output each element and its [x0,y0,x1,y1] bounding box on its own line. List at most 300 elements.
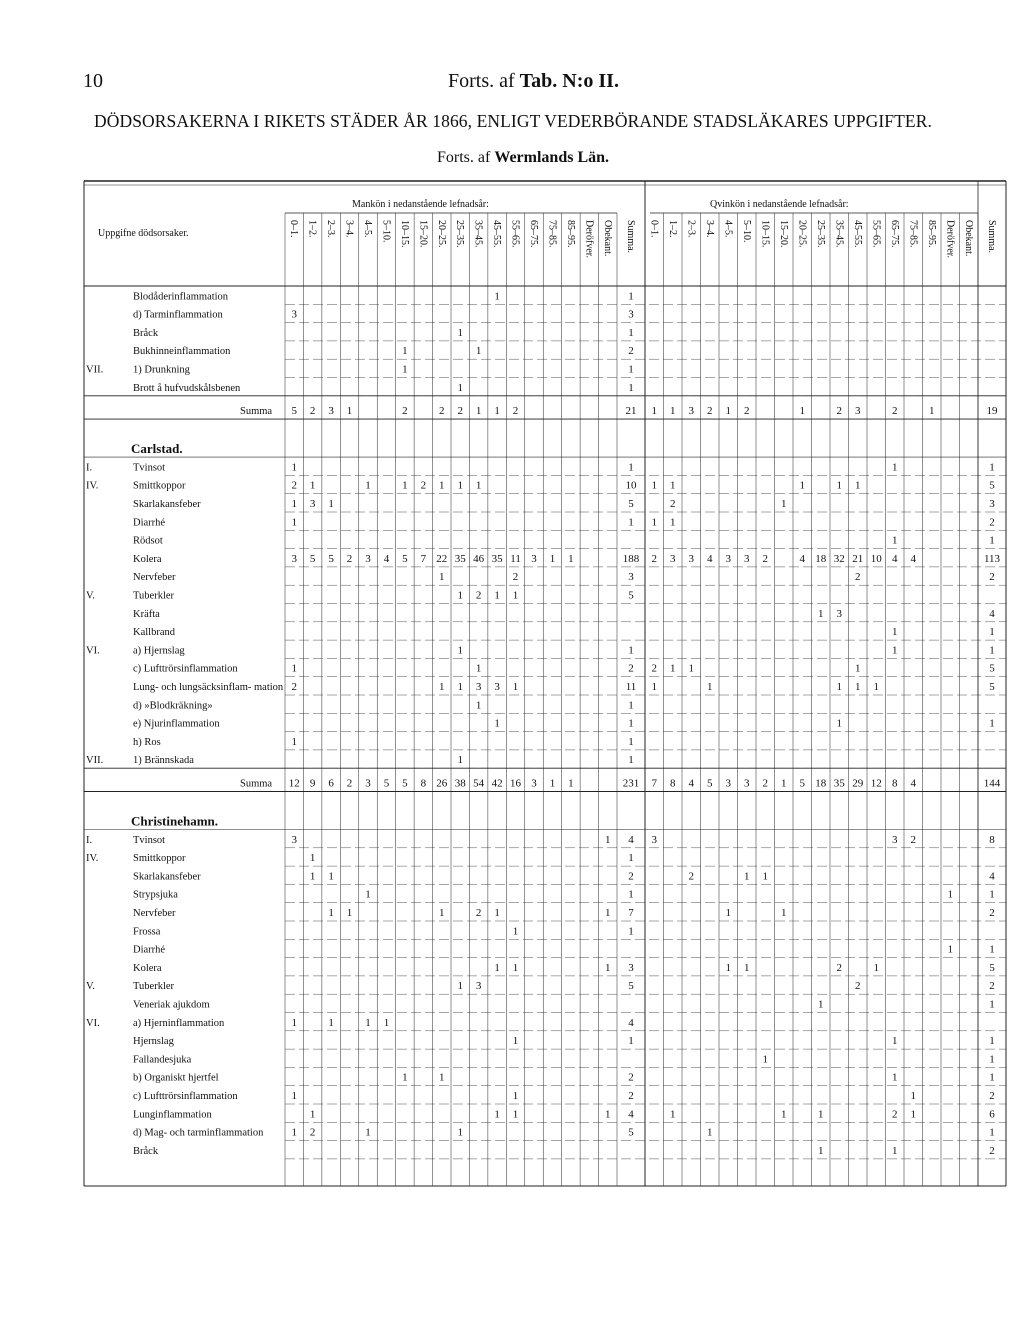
female-cell: 2 [744,405,750,418]
male-cell: 1 [605,1108,611,1121]
female-cell: 1 [947,943,953,956]
male-cell: 12 [288,777,300,790]
male-sum-header: Summa. [625,220,636,254]
female-sum-cell: 5 [989,681,995,693]
male-cell: 3 [475,681,482,693]
female-cell: 3 [651,833,657,846]
female-cell: 1 [651,479,657,492]
male-cell: 5 [291,405,297,418]
male-cell: 1 [439,907,445,919]
page-title: DÖDSORSAKERNA I RIKETS STÄDER ÅR 1866, ENLIGT VEDERBÖRANDE STADSLÄKARES UPPGIFTER. [94,111,932,131]
female-sum-cell: 113 [983,552,1001,565]
row-label-header: Uppgifne dödsorsaker. [98,228,189,239]
male-sum-cell: 5 [628,980,634,993]
male-cell: 8 [420,777,427,790]
female-cell: 1 [725,961,731,974]
female-cell: 7 [651,777,657,790]
male-age-header: 45–55. [491,220,503,248]
male-sum-cell: 11 [625,681,637,693]
female-sum-cell: 1 [989,998,995,1011]
female-sum-cell: 1 [989,534,995,547]
female-sum-cell: 1 [989,1053,995,1066]
male-cell: 1 [605,961,611,974]
male-sum-cell: 4 [628,1108,634,1121]
data-row-label: Hjernslag [133,1036,174,1048]
male-cell: 16 [510,777,522,790]
data-row-label: e) Njurinflammation [133,718,220,730]
data-row-label: Kolera [133,553,162,565]
female-cell: 8 [892,777,898,790]
male-cell: 4 [383,552,390,565]
male-age-header: 35–45. [472,220,484,248]
female-sum-cell: 8 [989,833,995,846]
female-cell: 3 [855,405,861,418]
male-cell: 2 [439,405,445,418]
female-sum-cell: 1 [989,1071,995,1084]
male-cell: 1 [494,1108,500,1121]
data-row-label: Frossa [133,926,161,938]
female-cell: 35 [833,777,845,790]
male-cell: 1 [457,1126,463,1139]
data-row-label: Skarlakansfeber [133,499,201,510]
male-sum-cell: 1 [628,888,634,901]
male-cell: 1 [309,852,316,865]
male-cell: 54 [473,777,485,790]
male-cell: 2 [457,405,463,418]
female-cell: 1 [818,607,824,620]
female-cell: 1 [836,717,842,730]
row-class: VII. [86,364,104,376]
male-age-header: 0–1. [288,220,300,238]
female-cell: 1 [818,1144,824,1157]
female-cell: 2 [762,552,768,565]
female-age-header: Obekant. [962,220,974,257]
female-cell: 1 [892,626,898,639]
female-cell: 32 [833,552,845,565]
female-cell: 1 [762,870,768,883]
female-cell: 1 [892,644,898,657]
male-cell: 2 [346,777,353,790]
male-age-header: 85–95. [564,220,576,248]
data-row-label: Tuberkler [133,590,175,602]
male-cell: 1 [309,870,316,883]
female-age-header: 55–65. [870,220,882,248]
female-cell: 1 [670,662,676,675]
female-age-header: 3–4. [703,220,715,238]
data-row-label: Nervfeber [133,908,176,919]
female-age-header: 15–20. [777,220,789,248]
male-cell: 1 [291,1016,297,1029]
female-cell: 1 [910,1090,916,1102]
male-cell: 5 [402,552,408,565]
data-row-label: a) Hjerninflammation [133,1017,225,1029]
male-sum-cell: 5 [628,498,634,510]
female-sum-cell: 19 [986,405,998,418]
female-cell: 1 [892,1071,898,1084]
male-sum-cell: 1 [628,699,634,712]
female-cell: 1 [892,461,898,474]
female-cell: 4 [910,777,916,790]
female-cell: 3 [688,405,694,418]
female-cell: 1 [707,681,713,693]
male-cell: 5 [402,777,408,790]
male-cell: 35 [454,552,466,565]
section-title: Carlstad. [131,441,183,457]
male-cell: 1 [457,980,463,993]
data-row-label: Diarrhé [133,944,166,956]
female-cell: 1 [744,961,750,974]
male-cell: 3 [291,308,297,321]
data-row-label: Tvinsot [133,834,166,846]
female-cell: 1 [799,479,805,492]
male-cell: 1 [457,589,463,602]
female-sum-cell: 4 [989,870,995,883]
male-sum-cell: 1 [628,326,634,339]
female-sum-cell: 4 [989,607,995,620]
male-sum-cell: 2 [628,662,634,675]
male-cell: 2 [291,681,297,693]
data-row-label: h) Ros [133,736,161,748]
female-cell: 1 [892,534,898,547]
female-age-header: 1–2. [666,220,678,238]
male-cell: 11 [510,552,521,565]
female-sum-cell: 2 [989,1144,995,1157]
forts-prefix: Forts. af [448,70,515,92]
male-age-header: 65–75. [528,220,539,248]
female-cell: 3 [725,777,731,790]
data-row-label: Tvinsot [133,462,166,474]
section-title: Christinehamn. [131,813,219,829]
female-cell: 4 [892,552,898,565]
male-cell: 3 [291,552,297,565]
county-name: Wermlands Län. [494,149,610,166]
male-cell: 1 [365,479,371,492]
male-cell: 1 [291,1090,297,1102]
female-cell: 1 [781,498,787,510]
female-sum-header: Summa. [986,220,997,254]
male-cell: 2 [512,571,519,584]
female-cell: 21 [852,552,864,565]
male-cell: 1 [494,961,500,974]
male-age-header: 1–2. [306,220,318,238]
male-sum-cell: 7 [628,907,634,919]
male-cell: 1 [605,907,611,919]
female-age-header: Deröfver. [944,220,956,259]
female-cell: 1 [688,662,694,675]
male-cell: 1 [439,479,445,492]
male-sum-cell: 3 [628,961,634,974]
female-age-header: 5–10. [740,220,752,243]
male-sum-cell: 2 [628,1071,634,1084]
female-age-header: 25–35. [814,220,826,248]
male-sum-cell: 5 [628,589,634,602]
male-cell: 1 [494,589,500,602]
table-ref: Tab. N:o II. [519,70,619,92]
female-cell: 1 [855,681,861,693]
male-cell: 2 [309,1126,316,1139]
male-age-header: 25–35. [454,220,466,248]
female-age-header: 65–75. [888,220,900,248]
male-cell: 1 [439,1071,445,1084]
data-row-label: a) Hjernslag [133,645,185,657]
female-sum-cell: 6 [989,1108,995,1121]
male-cell: 5 [328,552,334,565]
female-sum-cell: 1 [989,626,995,639]
female-sum-cell: 5 [989,479,995,492]
male-sum-cell: 188 [622,552,640,565]
male-sum-cell: 5 [628,1126,634,1139]
female-age-header: 0–1. [648,220,660,238]
male-age-header: 75–85. [546,220,558,248]
page-number: 10 [83,70,103,92]
data-row-label: Veneriak ajukdom [133,999,210,1011]
male-age-header: 5–10. [380,220,392,243]
female-age-header: 45–55. [851,220,863,248]
male-sum-cell: 1 [628,717,634,730]
female-sum-cell: 5 [989,961,995,974]
female-cell: 29 [852,777,864,790]
female-cell: 1 [818,998,824,1011]
female-sum-cell: 2 [989,516,995,529]
male-cell: 2 [475,589,482,602]
summa-row-label: Summa [240,406,273,418]
male-cell: 3 [365,552,371,565]
female-sum-cell: 2 [989,571,995,584]
female-cell: 2 [892,405,898,418]
male-cell: 1 [328,907,334,919]
female-cell: 3 [688,552,694,565]
male-cell: 9 [309,777,316,790]
male-cell: 6 [328,777,334,790]
male-cell: 3 [475,980,482,993]
female-cell: 2 [688,870,694,883]
male-cell: 1 [494,405,500,418]
data-row-label: Rödsot [133,535,163,547]
male-cell: 1 [383,1016,390,1029]
male-cell: 1 [291,498,297,510]
female-cell: 1 [781,907,787,919]
male-cell: 2 [420,479,427,492]
male-sum-cell: 1 [628,925,634,938]
male-sum-cell: 1 [628,735,634,748]
row-class: I. [86,834,93,846]
male-sum-cell: 1 [628,363,634,376]
data-row-label: Lung- och lungsäcksinflam- mation [133,682,284,693]
data-row-label: d) Mag- och tarminflammation [133,1127,264,1139]
data-row-label: Fallandesjuka [133,1054,192,1066]
female-sum-cell: 1 [989,888,995,901]
data-row-label: Tuberkler [133,981,175,993]
male-cell: 1 [494,717,500,730]
male-sum-cell: 1 [628,290,634,303]
female-cell: 1 [947,888,953,901]
male-cell: 1 [512,681,519,693]
female-cell: 2 [892,1108,898,1121]
female-cell: 1 [873,681,879,693]
female-sum-cell: 1 [989,644,995,657]
male-cell: 1 [309,479,316,492]
female-cell: 10 [870,552,882,565]
male-cell: 1 [291,735,297,748]
male-cell: 1 [402,479,408,492]
male-cell: 1 [549,777,556,790]
female-age-header: 2–3. [685,220,697,238]
female-sum-cell: 144 [983,777,1001,790]
male-cell: 3 [365,777,371,790]
female-cell: 2 [836,405,842,418]
male-cell: 1 [475,345,482,358]
male-cell: 1 [568,777,574,790]
female-cell: 1 [892,1144,898,1157]
male-cell: 1 [457,754,463,767]
data-row-label: Diarrhé [133,517,166,529]
female-cell: 18 [815,552,827,565]
female-sum-cell: 1 [989,943,995,956]
male-cell: 3 [328,405,334,418]
male-cell: 3 [309,498,316,510]
male-sum-cell: 10 [625,479,637,492]
male-cell: 3 [291,833,297,846]
male-cell: 3 [531,777,537,790]
male-sum-cell: 1 [628,381,634,394]
male-cell: 1 [328,498,334,510]
male-sum-cell: 2 [628,345,634,358]
male-sum-cell: 1 [628,852,634,865]
male-sum-cell: 4 [628,833,634,846]
data-row-label: Lunginflammation [133,1109,212,1121]
row-class: VII. [86,755,104,767]
female-cell: 1 [855,662,861,675]
female-cell: 1 [651,681,657,693]
male-cell: 1 [457,381,463,394]
female-cell: 1 [651,516,657,529]
female-age-header: 85–95. [925,220,937,248]
male-cell: 1 [291,1126,297,1139]
row-class: VI. [86,1017,100,1029]
female-cell: 3 [725,552,731,565]
female-sum-cell: 2 [989,1090,995,1102]
male-sum-cell: 21 [625,405,637,418]
female-sum-cell: 1 [989,461,995,474]
male-cell: 1 [457,479,463,492]
male-age-header: 10–15. [398,220,410,248]
male-age-header: 55–65. [509,220,521,248]
male-cell: 1 [475,479,482,492]
data-row-label: c) Lufttrörsinflammation [133,1091,238,1102]
male-cell: 1 [457,681,463,693]
female-cell: 1 [670,516,676,529]
female-cell: 1 [670,1108,676,1121]
male-cell: 1 [568,552,574,565]
female-cell: 1 [762,1053,768,1066]
male-cell: 1 [494,290,500,303]
row-class: I. [86,462,93,474]
male-cell: 5 [309,552,316,565]
male-cell: 1 [365,1016,371,1029]
male-sum-cell: 1 [628,461,634,474]
male-sum-cell: 1 [628,516,634,529]
data-row-label: Bukhinneinflammation [133,346,231,358]
data-row-label: Kolera [133,962,162,974]
male-cell: 1 [346,405,353,418]
male-cell: 1 [346,907,353,919]
female-age-header: 20–25. [796,220,808,248]
female-cell: 1 [873,961,879,974]
male-cell: 38 [454,777,466,790]
male-cell: 1 [549,552,556,565]
male-cell: 26 [436,777,448,790]
male-cell: 1 [475,699,482,712]
male-cell: 1 [605,833,611,846]
female-cell: 4 [910,552,916,565]
female-cell: 8 [670,777,676,790]
row-class: VI. [86,645,100,657]
summa-row-label: Summa [240,778,273,790]
female-age-header: 10–15. [759,220,771,248]
male-cell: 1 [512,1035,519,1048]
male-age-header: 20–25. [435,220,447,248]
data-row-label: Skarlakansfeber [133,871,201,883]
female-cell: 1 [818,1108,824,1121]
male-age-header: 3–4. [343,220,355,238]
male-sum-cell: 1 [628,754,634,767]
male-cell: 1 [309,1108,316,1121]
male-cell: 1 [494,907,500,919]
male-cell: 1 [439,681,445,693]
male-cell: 1 [512,961,519,974]
female-cell: 1 [725,405,731,418]
female-age-header: 4–5. [722,220,734,238]
male-sum-cell: 231 [622,777,640,790]
data-row-label: Smittkoppor [133,853,186,865]
female-cell: 1 [799,405,805,418]
female-sum-cell: 1 [989,1035,995,1048]
male-cell: 1 [475,662,482,675]
female-cell: 1 [744,870,750,883]
male-sum-cell: 2 [628,1090,634,1102]
male-cell: 1 [365,888,371,901]
data-row-label: b) Organiskt hjertfel [133,1072,219,1084]
data-row-label: 1) Drunkning [133,364,190,376]
male-age-header: 4–5. [362,220,373,238]
female-sum-cell: 2 [989,907,995,919]
female-sum-cell: 2 [989,980,995,993]
male-cell: 1 [512,1090,519,1102]
data-row-label: Blodåderinflammation [133,291,229,303]
male-age-header: 15–20. [417,220,429,248]
female-cell: 5 [799,777,805,790]
data-row-label: d) »Blodkräkning» [133,700,213,712]
data-row-label: Brott å hufvudskålsbenen [133,382,241,394]
row-class: IV. [86,480,99,492]
data-row-label: Kräfta [133,608,160,620]
row-class: IV. [86,853,99,865]
male-age-header: Obekant. [601,220,613,257]
male-age-header: 2–3. [325,220,337,238]
male-cell: 1 [512,589,519,602]
male-cell: 1 [402,345,408,358]
male-cell: 2 [475,907,482,919]
male-sum-cell: 3 [628,571,634,584]
male-cell: 22 [436,552,448,565]
male-cell: 1 [365,1126,371,1139]
male-sum-cell: 2 [628,870,634,883]
female-cell: 1 [670,405,676,418]
male-cell: 1 [512,1108,519,1121]
data-row-label: Bråck [133,1145,159,1157]
male-cell: 1 [512,925,519,938]
male-cell: 2 [309,405,316,418]
